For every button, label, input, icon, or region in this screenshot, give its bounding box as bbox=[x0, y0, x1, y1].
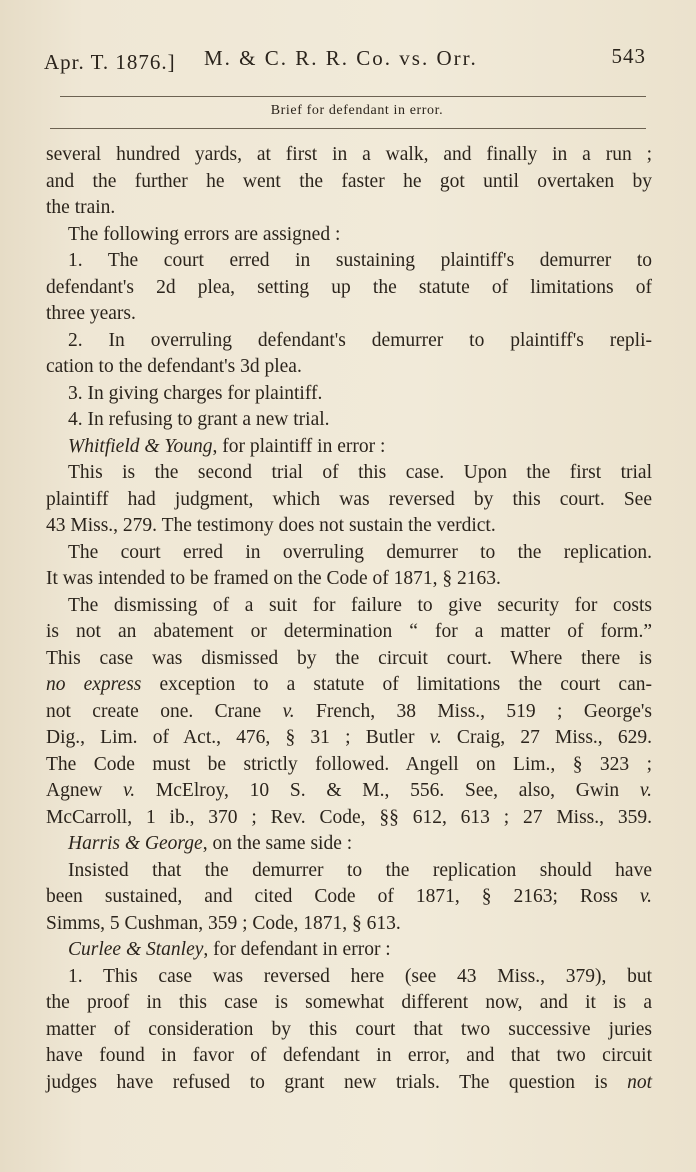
text-segment: Dig., Lim. of Act., 476, § 31 ; Butler bbox=[46, 727, 430, 748]
running-header bbox=[44, 44, 652, 80]
text-line: the proof in this case is somewhat different now, and it is a bbox=[46, 992, 652, 1013]
text-segment: McElroy, 10 S. & M., 556. See, also, Gwin bbox=[135, 780, 640, 801]
text-segment: judges have refused to grant new trials. The question is bbox=[46, 1071, 628, 1093]
text-line: This is the second trial of this case. Upon the first trial bbox=[68, 462, 652, 483]
counsel-line bbox=[46, 937, 652, 964]
counsel-name: Curlee & Stanley bbox=[68, 939, 204, 960]
counsel-name: Harris & George bbox=[68, 833, 203, 854]
section-subheading: Brief for defendant in error. bbox=[270, 103, 444, 118]
versus-italic: v. bbox=[282, 700, 295, 722]
text-line: matter of consideration by this court that two successive juries bbox=[46, 1018, 652, 1040]
versus-italic: v. bbox=[639, 780, 652, 801]
text-line-last bbox=[46, 1070, 652, 1097]
text-line-citation bbox=[46, 778, 652, 805]
text-line: 4. In refusing to grant a new trial. bbox=[68, 409, 330, 430]
text-line: and the further he went the faster he got until overtaken by bbox=[46, 170, 652, 192]
header-term-date: Apr. T. 1876.] bbox=[44, 50, 176, 74]
text-line: the train. bbox=[46, 197, 116, 218]
text-line: defendant's 2d plea, setting up the statute of limitations of bbox=[46, 276, 652, 298]
text-segment: Agnew bbox=[46, 780, 124, 801]
italic-word: no express bbox=[46, 674, 142, 695]
text-line: plaintiff had judgment, which was reversed by this court. See bbox=[46, 488, 652, 510]
text-segment: exception to a statute of limitations the court can- bbox=[141, 674, 652, 695]
text-segment: been sustained, and cited Code of 1871, § 2163; Ross bbox=[46, 886, 640, 907]
italic-word: not bbox=[627, 1071, 652, 1093]
counsel-line bbox=[46, 434, 652, 461]
text-line: Insisted that the demurrer to the replication should have bbox=[68, 859, 652, 881]
text-line: The following errors are assigned : bbox=[68, 223, 341, 245]
text-segment: , on the same side : bbox=[202, 833, 353, 854]
text-line-citation bbox=[46, 699, 652, 726]
header-rule-bottom bbox=[50, 128, 646, 129]
text-segment: , for defendant in error : bbox=[203, 939, 391, 960]
versus-italic: v. bbox=[429, 727, 442, 748]
text-line: The court erred in overruling demurrer to the replication. bbox=[68, 541, 652, 563]
counsel-line bbox=[46, 831, 652, 858]
versus-italic: v. bbox=[639, 886, 652, 907]
versus-italic: v. bbox=[123, 780, 136, 801]
text-line: This case was dismissed by the circuit court. Where there is bbox=[46, 647, 652, 669]
text-line: It was intended to be framed on the Code of 1871, § 2163. bbox=[46, 568, 501, 589]
text-line: McCarroll, 1 ib., 370 ; Rev. Code, §§ 612, 613 ; 27 Miss., 359. bbox=[46, 806, 652, 828]
text-line: is not an abatement or determination “ for a matter of form.” bbox=[46, 621, 652, 642]
text-line-citation bbox=[46, 884, 652, 911]
header-rule-top bbox=[60, 96, 646, 97]
text-line: The Code must be strictly followed. Angell on Lim., § 323 ; bbox=[46, 753, 652, 775]
text-line: The dismissing of a suit for failure to give security for costs bbox=[68, 594, 652, 616]
text-segment: , for plaintiff in error : bbox=[212, 435, 386, 457]
text-line: 3. In giving charges for plaintiff. bbox=[68, 382, 323, 404]
page-body bbox=[46, 142, 652, 1096]
text-line: have found in favor of defendant in error, and that two circuit bbox=[46, 1045, 652, 1066]
text-line-express bbox=[46, 672, 652, 699]
header-case-title: M. & C. R. R. Co. vs. Orr. bbox=[204, 46, 478, 70]
page-number: 543 bbox=[611, 44, 646, 68]
text-line: 43 Miss., 279. The testimony does not sustain the verdict. bbox=[46, 515, 496, 536]
text-segment: French, 38 Miss., 519 ; George's bbox=[294, 700, 652, 722]
text-line: 1. The court erred in sustaining plaintiff's demurrer to bbox=[68, 250, 652, 271]
text-line: several hundred yards, at first in a walk, and finally in a run ; bbox=[46, 144, 652, 165]
text-line: three years. bbox=[46, 303, 136, 324]
text-segment: Craig, 27 Miss., 629. bbox=[441, 727, 652, 748]
text-segment: not create one. Crane bbox=[46, 700, 283, 722]
text-line: Simms, 5 Cushman, 359 ; Code, 1871, § 613. bbox=[46, 912, 401, 934]
text-line: 2. In overruling defendant's demurrer to plaintiff's repli- bbox=[68, 329, 652, 351]
counsel-name: Whitfield & Young bbox=[68, 435, 213, 457]
text-line: 1. This case was reversed here (see 43 Miss., 379), but bbox=[68, 965, 652, 987]
text-line-citation bbox=[46, 725, 652, 752]
text-line: cation to the defendant's 3d plea. bbox=[46, 356, 302, 377]
